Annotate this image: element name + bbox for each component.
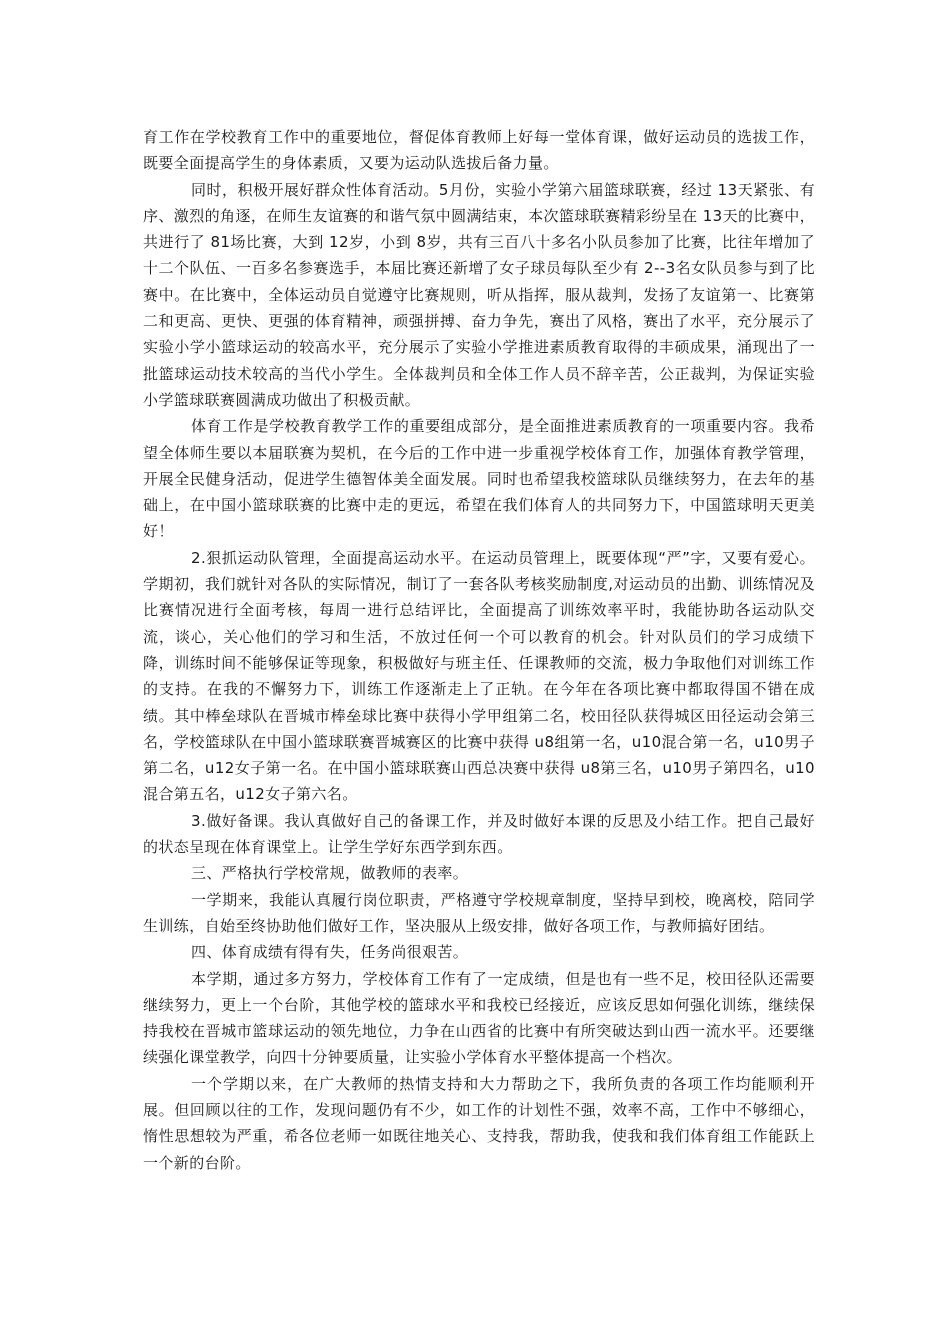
paragraph-lesson-prep: 3.做好备课。我认真做好自己的备课工作，并及时做好本课的反思及小结工作。把自己最好的状态呈现在体育课堂上。让学生学好东西学到东西。 <box>143 811 815 857</box>
section-heading-four: 四、体育成绩有得有失，任务尚很艰苦。 <box>191 943 469 962</box>
paragraph-closing: 一个学期以来，在广大教师的热情支持和大力帮助之下，我所负责的各项工作均能顺利开展。但回顾以往的工作，发现问题仍有不少，如工作的计划性不强，效率不高，工作中不够细心，惰性思想较为严重，希各位老师一如既往地关心、支持我，帮助我，使我和我们体育组工作能跃上一个新的台阶。 <box>143 1074 815 1172</box>
paragraph-basketball-league: 同时，积极开展好群众性体育活动。5月份，实验小学第六届篮球联赛，经过 13天紧张、有序、激烈的角逐，在师生友谊赛的和谐气氛中圆满结束，本次篮球联赛精彩纷呈在 13天的比赛中，共进行了 81场比赛，大到 12岁，小到 8岁，共有三百八十多名小队员参加了比赛，比往年增加了十二个队伍、一百多名参赛选手，本届比赛还新增了女子球员每队至少有 2--3名女队员参与到了比赛中。在比赛中，全体运动员自觉遵守比赛规则，听从指挥，服从裁判，发扬了友谊第一、比赛第二和更高、更快、更强的体育精神，顽强拼搏、奋力争先，赛出了风格，赛出了水平，充分展示了实验小学小篮球运动的较高水平，充分展示了实验小学推进素质教育取得的丰硕成果，涌现出了一批篮球运动技术较高的当代小学生。全体裁判员和全体工作人员不辞辛苦，公正裁判，为保证实验小学篮球联赛圆满成功做出了积极贡献。 <box>143 180 815 409</box>
document-body <box>143 124 815 1176</box>
section-heading-three: 三、严格执行学校常规，做教师的表率。 <box>191 864 469 883</box>
paragraph-duties: 一学期来，我能认真履行岗位职责，严格遵守学校规章制度，坚持早到校，晚离校，陪同学生训练，自始至终协助他们做好工作，坚决服从上级安排，做好各项工作，与教师搞好团结。 <box>143 890 815 935</box>
paragraph-results-reflection: 本学期，通过多方努力，学校体育工作有了一定成绩，但是也有一些不足，校田径队还需要继续努力，更上一个台阶，其他学校的篮球水平和我校已经接近，应该反思如何强化训练，继续保持我校在晋城市篮球运动的领先地位，力争在山西省的比赛中有所突破达到山西一流水平。还要继续强化课堂教学，向四十分钟要质量，让实验小学体育水平整体提高一个档次。 <box>143 969 815 1067</box>
paragraph-team-management: 2.狠抓运动队管理，全面提高运动水平。在运动员管理上，既要体现“严”字，又要有爱心。学期初，我们就针对各队的实际情况，制订了一套各队考核奖励制度,对运动员的出勤、训练情况及比赛情况进行全面考核，每周一进行总结评比，全面提高了训练效率平时，我能协助各运动队交流，谈心，关心他们的学习和生活，不放过任何一个可以教育的机会。针对队员们的学习成绩下降，训练时间不能够保证等现象，积极做好与班主任、任课教师的交流，极力争取他们对训练工作的支持。在我的不懈努力下，训练工作逐渐走上了正轨。在今年在各项比赛中都取得国不错在成绩。其中棒垒球队在晋城市棒垒球比赛中获得小学甲组第二名，校田径队获得城区田径运动会第三名，学校篮球队在中国小篮球联赛晋城赛区的比赛中获得 u8组第一名，u10混合第一名，u10男子第二名，u12女子第一名。在中国小篮球联赛山西总决赛中获得 u8第三名，u10男子第四名，u10混合第五名，u12女子第六名。 <box>143 548 815 804</box>
paragraph-pe-importance: 体育工作是学校教育教学工作的重要组成部分，是全面推进素质教育的一项重要内容。我希望全体师生要以本届联赛为契机，在今后的工作中进一步重视学校体育工作，加强体育教学管理，开展全民健身活动，促进学生德智体美全面发展。同时也希望我校篮球队员继续努力，在去年的基础上，在中国小篮球联赛的比赛中走的更远，希望在我们体育人的共同努力下，中国篮球明天更美好！ <box>143 417 815 541</box>
paragraph-intro-continued: 育工作在学校教育工作中的重要地位，督促体育教师上好每一堂体育课，做好运动员的选拔工作，既要全面提高学生的身体素质，又要为运动队选拔后备力量。 <box>143 128 815 173</box>
